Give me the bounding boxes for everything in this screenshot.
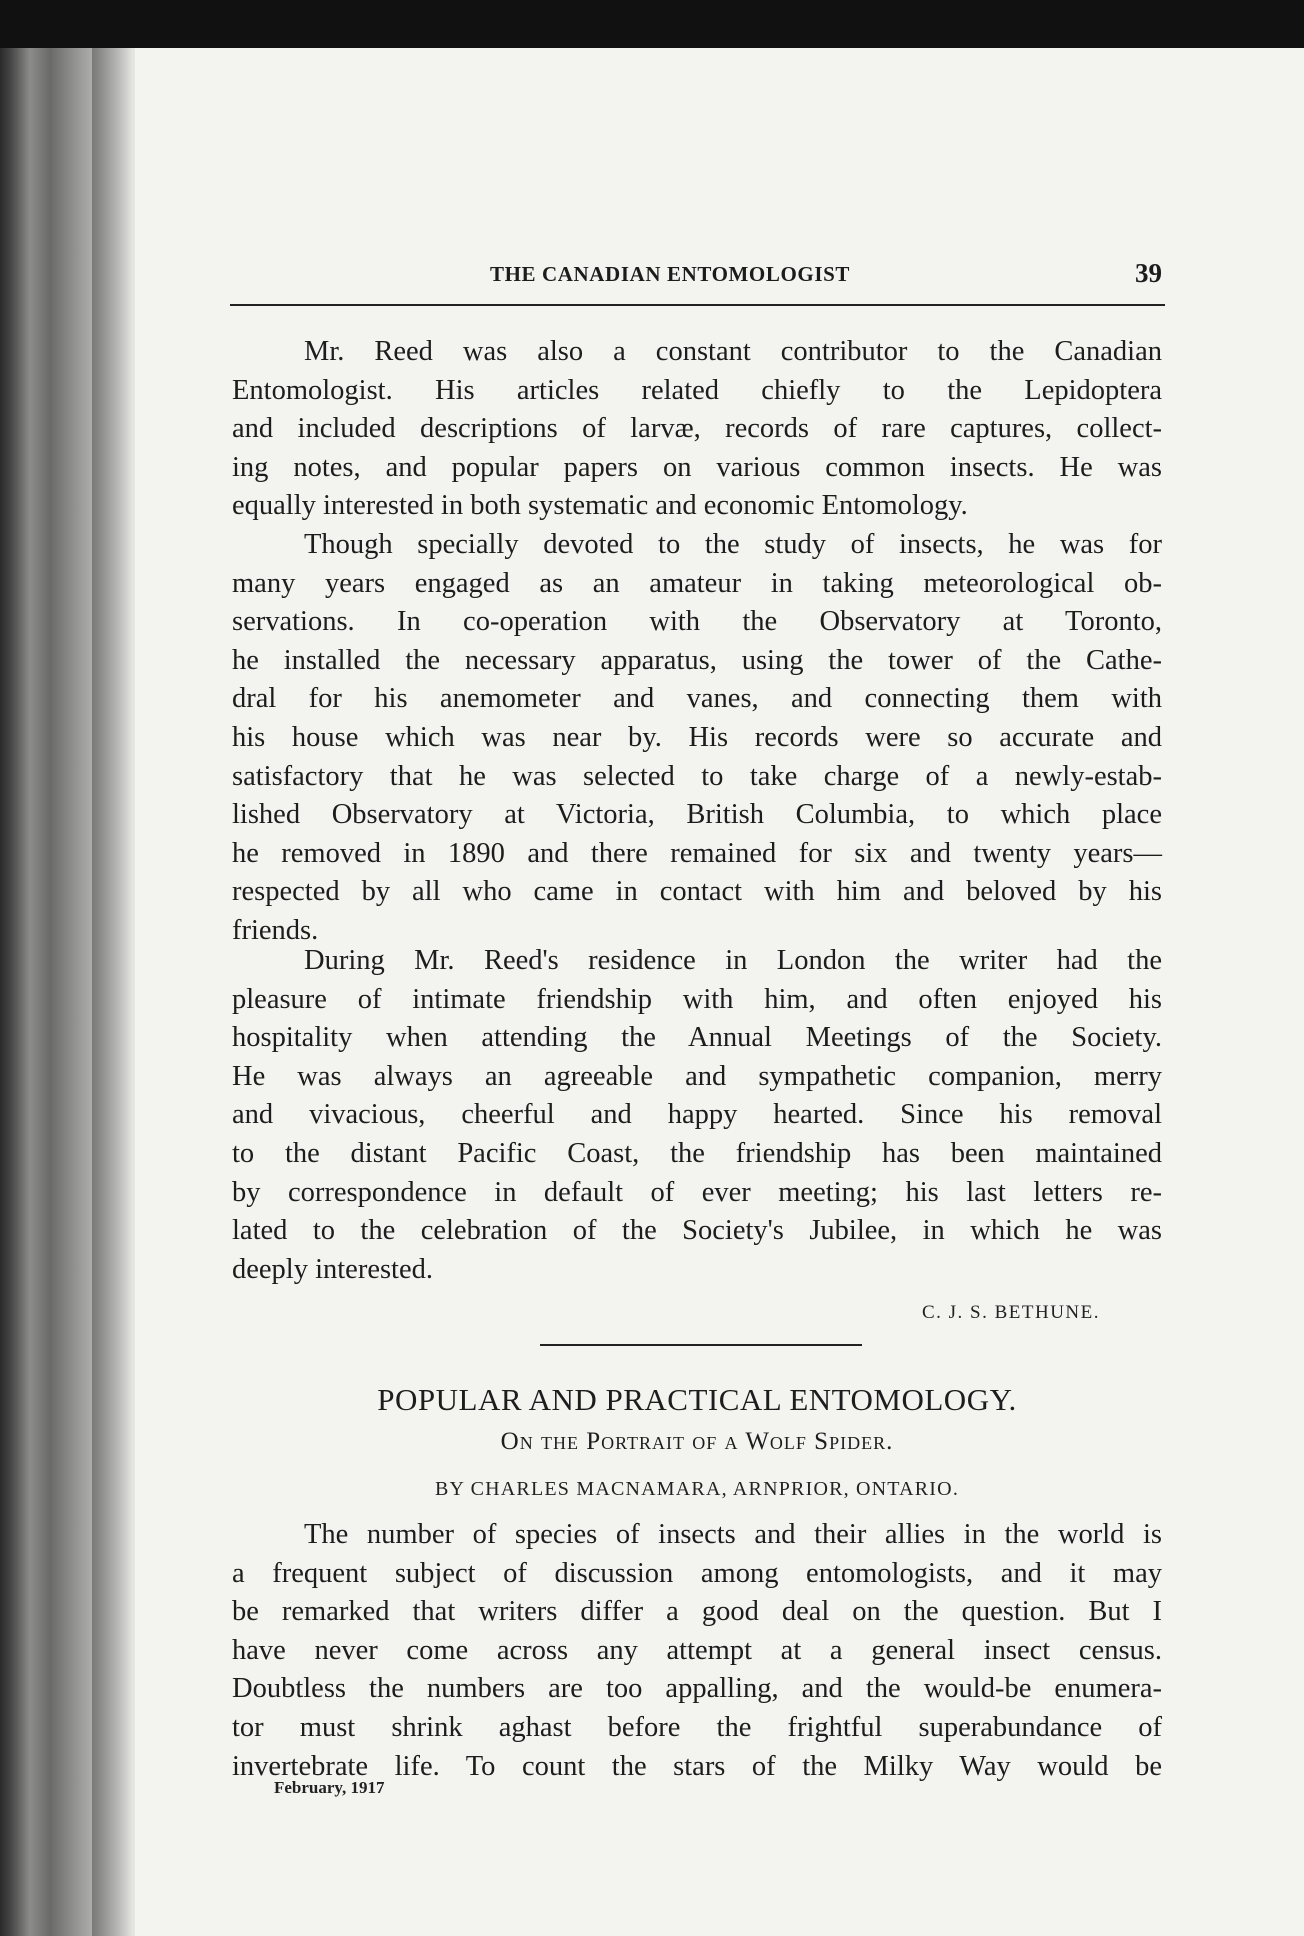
text-line: servations. In co-operation with the Observatory at Toronto, [232,606,1162,638]
gutter-shadow [92,48,132,1936]
text-line: invertebrate life. To count the stars of the Milky Way would be [232,1750,1162,1782]
text-line: lished Observatory at Victoria, British Columbia, to which place [232,799,1162,831]
text-line: deeply interested. [232,1253,434,1285]
text-line: Entomologist. His articles related chiefly to the Lepidoptera [232,374,1162,406]
text-line: lated to the celebration of the Society's Jubilee, in which he was [232,1215,1162,1247]
article-paragraph [232,1516,1162,1786]
section-title: POPULAR AND PRACTICAL ENTOMOLOGY. [377,1382,1017,1417]
text-line: friends. [232,914,319,946]
page-number: 39 [1135,258,1162,288]
text-line: be remarked that writers differ a good deal on the question. But I [232,1596,1162,1628]
text-line: equally interested in both systematic and economic Entomology. [232,490,968,522]
obituary-paragraph-2 [232,526,1162,951]
text-line: he removed in 1890 and there remained for six and twenty years— [232,837,1162,869]
scan-border [0,0,1304,52]
running-head [232,258,1162,298]
text-line: tor must shrink aghast before the frightful superabundance of [232,1711,1162,1743]
text-line: have never come across any attempt at a general insect census. [232,1634,1162,1666]
article-byline: BY CHARLES MACNAMARA, ARNPRIOR, ONTARIO. [434,1478,960,1500]
text-line: Doubtless the numbers are too appalling, and the would-be enumera- [232,1673,1162,1705]
text-line: Mr. Reed was also a constant contributor to the Canadian [304,336,1162,367]
text-line: a frequent subject of discussion among entomologists, and it may [232,1557,1162,1589]
text-line: his house which was near by. His records were so accurate and [232,721,1162,753]
text-line: dral for his anemometer and vanes, and connecting them with [232,683,1162,715]
text-line: many years engaged as an amateur in taking meteorological ob- [232,567,1162,599]
issue-date: February, 1917 [274,1778,385,1797]
text-line: Though specially devoted to the study of insects, he was for [304,529,1162,560]
text-line: respected by all who came in contact with him and beloved by his [232,876,1162,908]
text-line: pleasure of intimate friendship with him, and often enjoyed his [232,983,1162,1015]
text-line: During Mr. Reed's residence in London the writer had the [304,945,1162,976]
journal-title: THE CANADIAN ENTOMOLOGIST [490,262,851,286]
obituary-paragraph-3 [232,942,1162,1289]
text-line: to the distant Pacific Coast, the friendship has been maintained [232,1137,1162,1169]
article-title: On the Portrait of a Wolf Spider. [500,1428,894,1455]
text-line: ing notes, and popular papers on various common insects. He was [232,451,1162,483]
text-line: satisfactory that he was selected to take charge of a newly-estab- [232,760,1162,792]
obituary-paragraph-1 [232,333,1162,526]
text-line: and included descriptions of larvæ, records of rare captures, collect- [232,413,1162,445]
text-line: The number of species of insects and their allies in the world is [304,1519,1162,1550]
text-line: and vivacious, cheerful and happy hearted. Since his removal [232,1099,1162,1131]
header-rule [230,304,1165,306]
text-line: by correspondence in default of ever meeting; his last letters re- [232,1176,1162,1208]
text-line: he installed the necessary apparatus, using the tower of the Cathe- [232,644,1162,676]
author-signature: C. J. S. BETHUNE. [921,1302,1100,1323]
section-divider [540,1344,862,1346]
text-line: hospitality when attending the Annual Meetings of the Society. [232,1022,1162,1054]
text-line: He was always an agreeable and sympathetic companion, merry [232,1060,1162,1092]
